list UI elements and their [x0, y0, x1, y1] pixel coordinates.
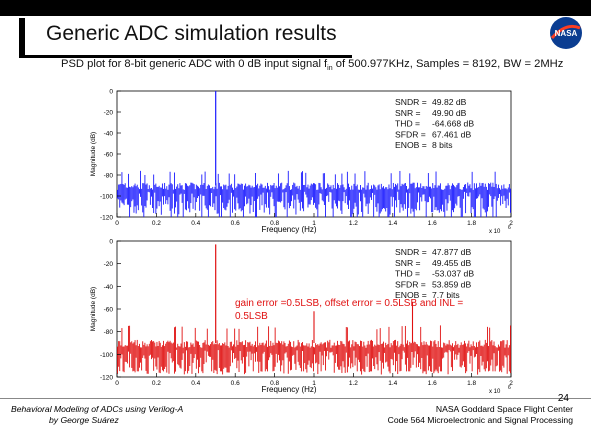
x-axis-label: Frequency (Hz) [261, 225, 317, 234]
x-tick-label: 1.6 [427, 380, 437, 387]
y-tick-label: -100 [99, 193, 113, 201]
stat-label: SFDR = [395, 279, 426, 290]
x-tick-label: 0.6 [230, 220, 240, 227]
y-tick-label: -20 [103, 109, 113, 117]
annotation-line-2: 0.5LSB [235, 311, 268, 322]
y-tick-label: 0 [109, 88, 113, 96]
y-tick-label: -100 [99, 351, 113, 359]
x-multiplier: x 10 [489, 229, 501, 235]
x-tick-label: 1 [312, 220, 316, 227]
y-tick-label: -120 [99, 214, 113, 222]
x-tick-label: 0.8 [270, 380, 280, 387]
x-tick-label: 1.8 [467, 380, 477, 387]
y-tick-label: 0 [109, 238, 113, 246]
x-tick-label: 1.2 [348, 220, 358, 227]
y-tick-label: -40 [103, 283, 113, 291]
x-tick-label: 0 [115, 220, 119, 227]
stat-label: SNDR = [395, 97, 427, 107]
x-tick-label: 2 [509, 380, 513, 387]
stat-value: 53.859 dB [432, 279, 472, 290]
stat-value: 67.461 dB [432, 129, 472, 140]
y-axis-label: Magnitude (dB) [90, 131, 97, 177]
plot-subtitle: PSD plot for 8-bit generic ADC with 0 dB input signal $f_{in}$ of 500.977KHz, Samples = 8192, BW = 2MHz [61, 58, 564, 73]
x-multiplier-exponent: 6 [508, 225, 511, 231]
stat-value: 7.7 bits [432, 290, 460, 301]
stat-value: 49.82 dB [432, 97, 467, 107]
y-tick-label: -20 [103, 261, 113, 269]
x-tick-label: 1.4 [388, 220, 398, 227]
x-tick-label: 0 [115, 380, 119, 387]
nasa-logo-text: NASA [554, 29, 578, 38]
stat-value: 8 bits [432, 140, 453, 151]
stat-label: SNDR = [395, 247, 427, 257]
stat-label: SNR = [395, 257, 421, 268]
x-tick-label: 0.8 [270, 220, 280, 227]
y-tick-label: -120 [99, 374, 113, 382]
y-tick-label: -80 [103, 172, 113, 180]
footer-right [388, 404, 573, 426]
x-tick-label: 1.6 [427, 220, 437, 227]
footer-left [11, 404, 183, 426]
y-tick-label: -40 [103, 130, 113, 138]
y-tick-label: -60 [103, 151, 113, 159]
stat-value: 49.90 dB [432, 107, 467, 118]
x-multiplier: x 10 [489, 389, 501, 395]
stat-label: THD = [395, 118, 421, 129]
x-tick-label: 2 [509, 220, 513, 227]
y-tick-label: -80 [103, 329, 113, 337]
stat-label: THD = [395, 268, 421, 279]
stat-value: -64.668 dB [432, 118, 475, 129]
stat-label: SNR = [395, 107, 421, 118]
x-tick-label: 0.6 [230, 380, 240, 387]
stat-label: ENOB = [395, 290, 427, 301]
annotation-line-1: gain error =0.5LSB, offset error = 0.5LSB and INL = [235, 298, 464, 309]
y-axis-label: Magnitude (dB) [90, 286, 97, 332]
x-tick-label: 0.4 [191, 380, 201, 387]
stat-value: 47.877 dB [432, 247, 472, 257]
footer-rule [0, 398, 591, 399]
x-tick-label: 0.2 [151, 380, 161, 387]
footer-left-line2: by George Suárez [49, 415, 119, 425]
slide-title: Generic ADC simulation results [46, 22, 337, 45]
footer-right-line2: Code 564 Microelectronic and Signal Processing [387, 415, 573, 425]
x-axis-label: Frequency (Hz) [261, 385, 317, 394]
x-tick-label: 1 [312, 380, 316, 387]
x-tick-label: 0.4 [191, 220, 201, 227]
x-multiplier-exponent: 6 [508, 385, 511, 391]
x-tick-label: 1.8 [467, 220, 477, 227]
x-tick-label: 0.2 [151, 220, 161, 227]
stat-label: ENOB = [395, 140, 427, 151]
page-number: 24 [557, 393, 569, 404]
footer-right-line1: NASA Goddard Space Flight Center [435, 404, 573, 414]
stat-value: -53.037 dB [432, 268, 475, 279]
x-tick-label: 1.2 [348, 380, 358, 387]
y-tick-label: -60 [103, 306, 113, 314]
stat-label: SFDR = [395, 129, 426, 140]
x-tick-label: 1.4 [388, 380, 398, 387]
stat-value: 49.455 dB [432, 257, 472, 268]
footer-left-line1: Behavioral Modeling of ADCs using Verilog-A [11, 404, 184, 414]
